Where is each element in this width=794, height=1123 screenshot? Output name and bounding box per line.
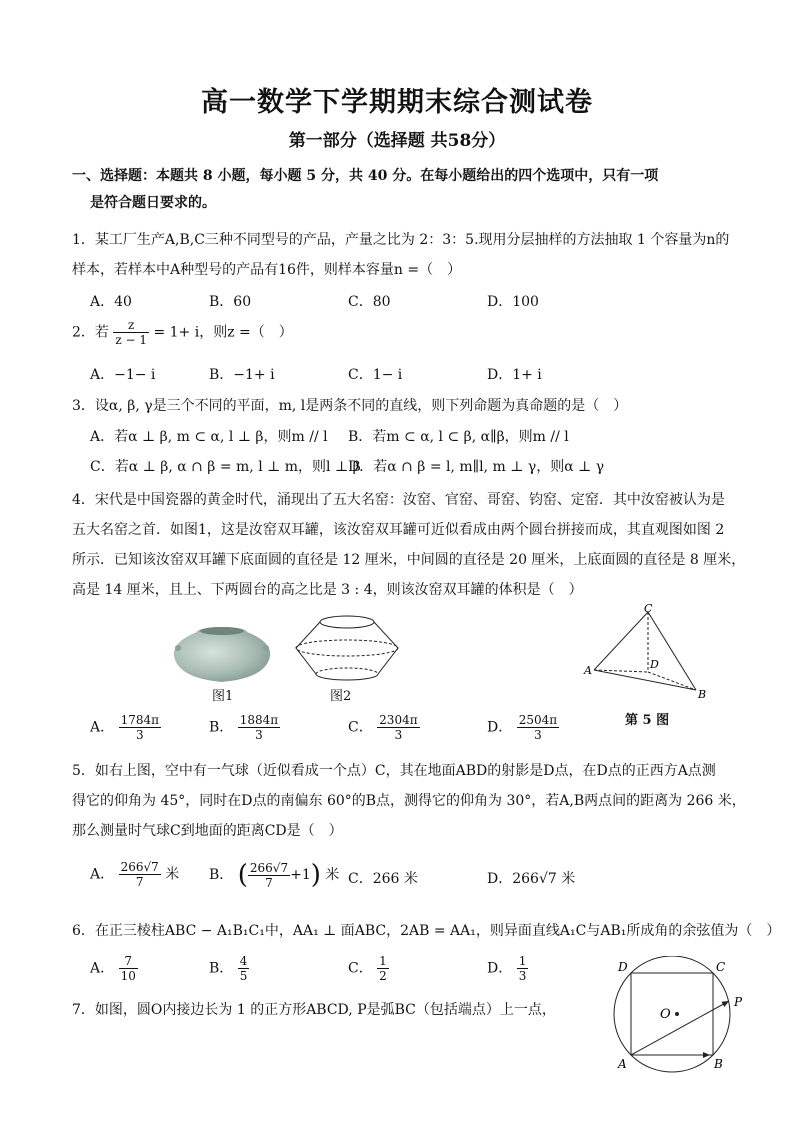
q1-option-c[interactable]: C．80 [348, 294, 391, 310]
q4-option-b[interactable] [209, 713, 280, 742]
q5-option-a-num: 266√7 [120, 860, 159, 874]
section-line-2: 是符合题日要求的。 [90, 195, 216, 211]
q5-option-b-lparen: ( [237, 860, 248, 890]
q5-line-1: 5．如右上图，空中有一气球（近似看成一个点）C，其在地面ABD的射影是D点，在D点的正西方A点测 [72, 763, 716, 779]
q5-option-a-den: 7 [135, 875, 144, 889]
q4-option-d-num: 2504π [518, 713, 558, 727]
q4-line-2: 五大名窑之首．如图1，这是汝窑双耳罐，该汝窑双耳罐可近似看成由两个圆台拼接而成，其直观图如图 2 [72, 522, 725, 538]
q4-line-1: 4．宋代是中国瓷器的黄金时代，涌现出了五大名窑：汝窑、官窑、哥窑、钧窑、定窑．其中汝窑被认为是 [72, 492, 725, 508]
q7-stem: 7．如图，圆O内接边长为 1 的正方形ABCD, P是弧BC（包括端点）上一点， [72, 1002, 556, 1018]
fig2-caption: 图2 [330, 689, 352, 704]
q6-option-b-label: B． [209, 960, 234, 977]
fig5-label-a: A [584, 664, 592, 677]
q2-option-c[interactable]: C．1− i [348, 367, 403, 383]
fig5-label-d: D [650, 658, 659, 671]
q5-option-b-unit: 米 [325, 867, 340, 883]
q2-fraction [113, 318, 149, 347]
q4-option-d[interactable] [487, 713, 559, 742]
fig1-caption: 图1 [212, 689, 234, 704]
q4-option-c-den: 3 [394, 728, 403, 742]
page-title: 高一数学下学期期末综合测试卷 [201, 87, 593, 118]
q3-option-d[interactable]: D．若α ∩ β = l, m∥l, m ⊥ γ，则α ⊥ γ [348, 459, 605, 475]
q4-option-a-den: 3 [135, 728, 144, 742]
fig5-caption: 第 5 图 [625, 713, 670, 728]
q6-option-c-den: 2 [379, 969, 387, 983]
circle-square-diagram [606, 956, 756, 1076]
q2-stem [72, 318, 293, 347]
q2-option-a[interactable]: A．−1− i [90, 367, 156, 383]
q5-option-b[interactable] [209, 860, 339, 890]
q5-line-3: 那么测量时气球C到地面的距离CD是（ ） [72, 823, 343, 839]
section-line-1: 一、选择题：本题共 8 小题，每小题 5 分，共 40 分。在每小题给出的四个选项中，只有一项 [72, 168, 659, 184]
q4-line-3: 所示．已知该汝窑双耳罐下底面圆的直径是 12 厘米，中间圆的直径是 20 厘米，上底面圆的直径是 8 厘米， [72, 552, 746, 568]
q6-option-b-num: 4 [239, 954, 248, 968]
fig7-label-b: B [714, 1057, 723, 1071]
q4-option-d-label: D． [487, 719, 513, 736]
q5-option-b-label: B． [209, 867, 234, 883]
q5-option-b-rparen: ) [310, 860, 321, 890]
fig7-label-a: A [618, 1057, 627, 1071]
q2-option-b[interactable]: B．−1+ i [209, 367, 275, 383]
q4-option-c[interactable] [348, 713, 420, 742]
q5-option-b-den: 7 [265, 875, 273, 890]
q1-option-a[interactable]: A．40 [90, 294, 132, 310]
q6-option-c-num: 1 [379, 954, 387, 968]
q6-option-b[interactable] [209, 954, 249, 983]
q3-option-b[interactable]: B．若m ⊂ α, l ⊂ β, α∥β，则m // l [348, 429, 569, 445]
tetrahedron-diagram [582, 602, 712, 702]
q2-option-d[interactable]: D．1+ i [487, 367, 542, 383]
q4-line-4: 高是 14 厘米，且上、下两圆台的高之比是 3 : 4，则该汝窑双耳罐的体积是（ ） [72, 582, 583, 598]
q5-option-a-unit: 米 [165, 866, 180, 883]
q4-option-a-num: 1784π [120, 713, 160, 727]
q3-option-a[interactable]: A．若α ⊥ β, m ⊂ α, l ⊥ β，则m // l [90, 429, 328, 445]
fig5-label-c: C [644, 602, 653, 615]
q2-frac-den: z − 1 [115, 333, 148, 347]
q2-prefix: 2．若 [72, 324, 109, 341]
q6-option-d-label: D． [487, 960, 513, 977]
q6-option-d-den: 3 [518, 969, 527, 983]
q5-option-a[interactable] [90, 860, 179, 889]
q1-option-b[interactable]: B．60 [209, 294, 252, 310]
page-subtitle: 第一部分（选择题 共58分） [288, 131, 506, 151]
q4-option-b-num: 1884π [239, 713, 279, 727]
q1-line-1: 1．某工厂生产A,B,C三种不同型号的产品，产量之比为 2：3：5.现用分层抽样的方法抽取 1 个容量为n的 [72, 232, 730, 248]
frustum-diagram [292, 612, 402, 684]
q2-suffix: = 1+ i，则z =（ ） [153, 324, 293, 341]
q4-option-c-num: 2304π [379, 713, 418, 727]
fig5-label-b: B [698, 688, 707, 701]
q6-option-b-den: 5 [239, 969, 248, 983]
q4-option-b-label: B． [209, 719, 234, 736]
q1-line-2: 样本，若样本中A种型号的产品有16件，则样本容量n =（ ） [72, 262, 462, 278]
q5-option-a-label: A． [90, 866, 115, 883]
q6-option-a-label: A． [90, 960, 115, 977]
q5-line-2: 得它的仰角为 45°，同时在D点的南偏东 60°的B点，测得它的仰角为 30°，若A,B两点间的距离为 266 米， [72, 793, 746, 809]
q4-option-a-label: A． [90, 719, 115, 736]
jar-photo-image [168, 622, 276, 684]
q6-option-a[interactable] [90, 954, 138, 983]
q4-option-a[interactable] [90, 713, 161, 742]
q6-option-a-den: 10 [120, 969, 136, 983]
fig7-label-d: D [618, 960, 628, 974]
q4-option-c-label: C． [348, 719, 373, 736]
q6-option-c-label: C． [348, 960, 373, 977]
fig7-label-p: P [734, 995, 743, 1009]
q4-option-d-den: 3 [534, 728, 542, 742]
q6-option-c[interactable] [348, 954, 389, 983]
q2-frac-num: z [113, 318, 149, 333]
q5-option-b-plus: +1 [290, 867, 311, 883]
q6-option-d-num: 1 [518, 954, 527, 968]
q6-option-a-num: 7 [119, 954, 138, 969]
fig7-label-c: C [716, 960, 726, 974]
q3-stem: 3．设α, β, γ是三个不同的平面，m, l是两条不同的直线，则下列命题为真命题的是（ ） [72, 398, 628, 414]
q1-option-d[interactable]: D．100 [487, 294, 539, 310]
q6-option-d[interactable] [487, 954, 528, 983]
q5-option-b-num: 266√7 [249, 860, 289, 875]
fig7-label-o: O [660, 1007, 671, 1022]
q3-option-c[interactable]: C．若α ⊥ β, α ∩ β = m, l ⊥ m，则l ⊥ β [90, 459, 361, 475]
q6-stem: 6．在正三棱柱ABC − A₁B₁C₁中，AA₁ ⊥ 面ABC，2AB = AA₁，则异面直线A₁C与AB₁所成角的余弦值为（ ） [72, 923, 781, 939]
q5-option-d[interactable]: D．266√7 米 [487, 871, 576, 887]
q4-option-b-den: 3 [255, 728, 263, 742]
q5-option-c[interactable]: C．266 米 [348, 871, 418, 887]
